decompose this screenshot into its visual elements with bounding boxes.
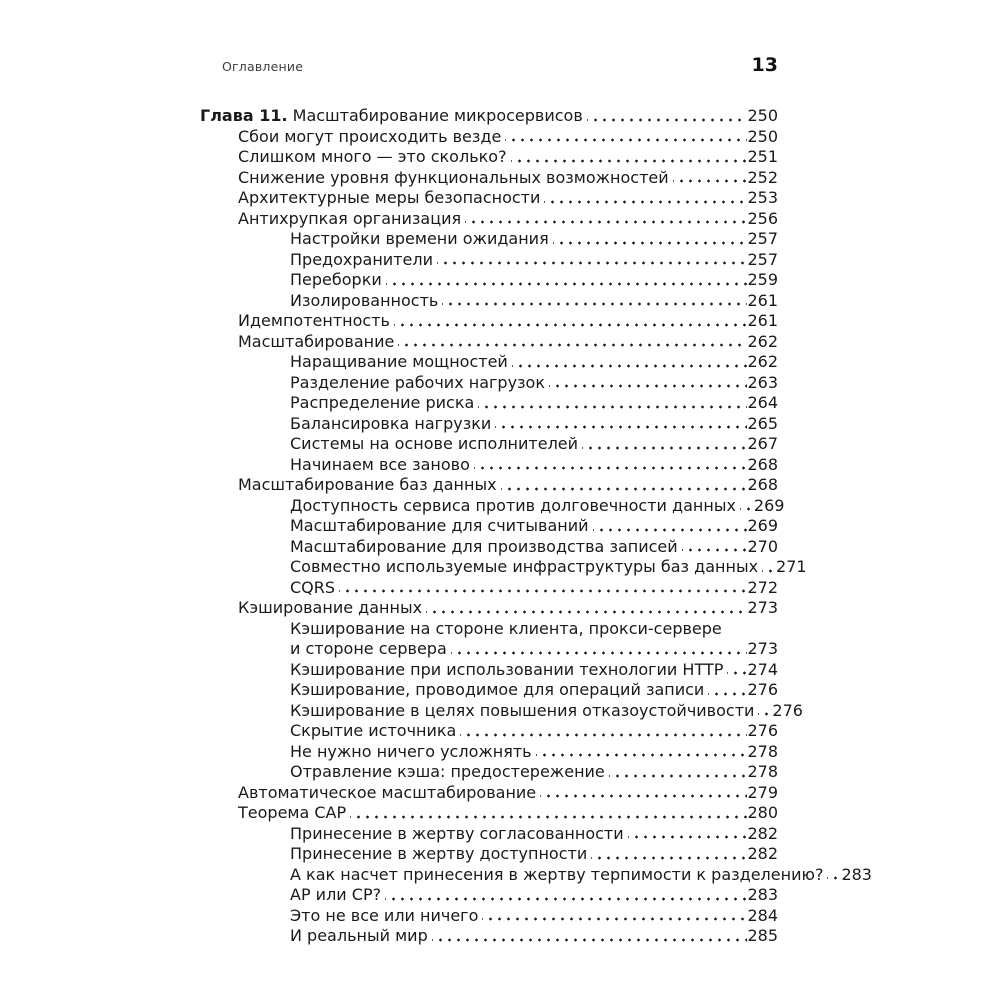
- toc-entry-page: 284: [747, 905, 778, 925]
- toc-entry-page: 273: [747, 598, 778, 617]
- toc-entry-title: [238, 127, 501, 148]
- toc-entry-page: 268: [747, 454, 778, 474]
- toc-entry-title-text: Масштабирование для считываний: [290, 516, 589, 535]
- dot-leader: [442, 291, 747, 312]
- toc-entry: [200, 229, 778, 250]
- toc-entry: [200, 639, 778, 660]
- toc-entry-page: 276: [747, 721, 778, 740]
- toc-entry-title: [238, 147, 507, 168]
- toc-entry-title: [238, 209, 461, 230]
- toc-entry-title-text: Кэширование, проводимое для операций записи: [290, 680, 705, 699]
- toc-entry-title-text: Кэширование в целях повышения отказоустойчивости: [290, 700, 755, 720]
- toc-entry-page: 259: [747, 270, 778, 289]
- toc-entry-title: [290, 270, 382, 291]
- toc-entry-page: 279: [747, 782, 778, 802]
- dot-leader: [628, 824, 748, 845]
- toc-entry: [200, 926, 778, 947]
- dot-leader: [682, 537, 748, 558]
- dot-leader: [432, 926, 748, 947]
- running-title: Оглавление: [222, 59, 304, 74]
- toc-entry: [200, 721, 778, 742]
- toc-entry-title-text: Изолированность: [290, 290, 439, 310]
- toc-entry-title-text: Сбои могут происходить везде: [238, 126, 502, 146]
- toc-entry: [200, 557, 807, 578]
- dot-leader: [512, 352, 748, 373]
- dot-leader: [762, 557, 776, 578]
- toc-entry-title: [290, 291, 438, 312]
- toc-entry-title-text: Кэширование при использовании технологии HTTP: [290, 659, 724, 679]
- toc-entry-title-text: Масштабирование: [238, 331, 395, 351]
- toc-entry-title-text: Предохранители: [290, 249, 433, 269]
- toc-entry-title: [290, 680, 704, 701]
- toc-entry-title: [290, 660, 723, 681]
- toc-entry-page: 257: [747, 249, 778, 269]
- dot-leader: [553, 229, 748, 250]
- toc-entry-page: 282: [747, 823, 778, 843]
- toc-entry-title-text: Архитектурные меры безопасности: [238, 188, 541, 207]
- toc-entry-title: [290, 373, 545, 394]
- toc-entry-title: [290, 701, 754, 722]
- toc-entry-title-text: Масштабирование для производства записей: [290, 536, 678, 556]
- toc-entry: [200, 598, 778, 619]
- dot-leader: [540, 783, 747, 804]
- toc-entry-title-text: Это не все или ничего: [290, 905, 479, 925]
- toc-entry-title: [238, 783, 536, 804]
- toc-entry-title: [290, 496, 736, 517]
- toc-entry-title-text: И реальный мир: [290, 926, 428, 945]
- dot-leader: [460, 721, 747, 742]
- dot-leader: [587, 106, 748, 127]
- toc-entry-title: [290, 229, 549, 250]
- toc-entry: [200, 578, 778, 599]
- dot-leader: [482, 906, 747, 927]
- toc-entry-title: [290, 926, 428, 947]
- page-number: 13: [751, 54, 778, 76]
- toc-entry-title-text: Автоматическое масштабирование: [238, 782, 537, 802]
- toc-entry-page: 283: [841, 864, 872, 884]
- toc-entry-title: [290, 639, 447, 660]
- toc-entry: [200, 844, 778, 865]
- dot-leader: [495, 414, 747, 435]
- toc-entry: [200, 824, 778, 845]
- toc-entry-title: [290, 414, 491, 435]
- toc-entry-title-text: Доступность сервиса против долговечности данных: [290, 495, 736, 515]
- toc-entry-page: 272: [747, 577, 778, 597]
- toc-entry: [200, 803, 778, 824]
- toc-entry: [200, 352, 778, 373]
- dot-leader: [437, 250, 747, 271]
- toc-entry-title-text: Распределение риска: [290, 393, 475, 412]
- toc-entry: [200, 414, 778, 435]
- toc-entry-title: [290, 619, 722, 640]
- toc-entry-title-text: Разделение рабочих нагрузок: [290, 372, 546, 392]
- toc-entry: [200, 291, 778, 312]
- toc-entry: [200, 495, 785, 517]
- toc-entry-title-text: Начинаем все заново: [290, 454, 470, 474]
- toc-entry-title-text: Теорема CAP: [238, 803, 347, 822]
- toc-entry: [200, 311, 778, 332]
- toc-entry-title-text: Слишком много — это сколько?: [238, 147, 507, 166]
- dot-leader: [673, 168, 748, 189]
- dot-leader: [591, 844, 747, 865]
- toc-entry-title: [290, 844, 587, 865]
- toc-entry-title-text: Кэширование данных: [238, 598, 423, 617]
- toc-entry-title-text: и стороне сервера: [290, 639, 447, 658]
- toc-entry-page: 276: [747, 680, 778, 699]
- toc-entry-title: [238, 803, 346, 824]
- toc-entry: [200, 434, 778, 455]
- toc-entry: [200, 700, 803, 722]
- toc-entry-title: [290, 393, 474, 414]
- toc-entry-page: 285: [747, 926, 778, 945]
- dot-leader: [474, 455, 748, 476]
- toc-entry-page: 256: [747, 208, 778, 228]
- toc-entry-title: [200, 106, 583, 127]
- toc-entry: [200, 742, 778, 763]
- toc-entry-title-text: Идемпотентность: [238, 311, 390, 330]
- toc-entry-page: 250: [747, 126, 778, 146]
- toc-entry-title: [290, 885, 381, 906]
- dot-leader: [478, 393, 747, 414]
- dot-leader: [511, 147, 748, 168]
- page-header: [200, 54, 778, 76]
- toc-entry: [200, 475, 778, 496]
- toc-entry: [200, 270, 778, 291]
- toc-entry-title-text: Принесение в жертву доступности: [290, 844, 588, 863]
- toc-entry-title: [238, 188, 540, 209]
- toc-entry: [200, 127, 778, 148]
- toc-entry-page: 273: [747, 639, 778, 658]
- toc-entry-title-text: Принесение в жертву согласованности: [290, 823, 624, 843]
- dot-leader: [758, 701, 772, 722]
- toc-entry-title-text: Масштабирование микросервисов: [287, 106, 583, 125]
- toc-entry-title: [238, 311, 390, 332]
- dot-leader: [708, 680, 747, 701]
- toc-entry-page: 261: [747, 290, 778, 310]
- toc-entry: [200, 762, 778, 783]
- toc-entry-title: [238, 475, 497, 496]
- toc-entry: [200, 885, 778, 906]
- dot-leader: [398, 332, 747, 353]
- toc-entry-title-text: Совместно используемые инфраструктуры баз данных: [290, 557, 759, 576]
- toc-entry: [200, 537, 778, 558]
- toc-entry-page: 274: [747, 659, 778, 679]
- toc-entry: [200, 516, 778, 537]
- toc-entry-title: [290, 906, 478, 927]
- toc-entry-page: 268: [747, 475, 778, 494]
- toc-entry-page: 270: [747, 536, 778, 556]
- toc-entry: [200, 188, 778, 209]
- toc-entry-title: [238, 168, 669, 189]
- toc-entry-page: 251: [747, 147, 778, 166]
- dot-leader: [350, 803, 747, 824]
- toc-entry-title: [290, 578, 335, 599]
- toc-entry-title-text: Балансировка нагрузки: [290, 413, 492, 433]
- toc-entry-page: 250: [747, 106, 778, 125]
- toc-entry-title-text: Кэширование на стороне клиента, прокси-сервере: [290, 618, 722, 638]
- toc-entry-title-text: AP или CP?: [290, 885, 382, 904]
- toc-entry-page: 262: [747, 331, 778, 351]
- toc-entry-title-text: Масштабирование баз данных: [238, 475, 497, 494]
- toc-entry-page: 276: [772, 700, 803, 720]
- toc-entry-page: 280: [747, 803, 778, 822]
- toc-entry-title: [290, 721, 456, 742]
- toc-entry-page: 252: [747, 167, 778, 187]
- toc-entry-title-text: CQRS: [290, 577, 336, 597]
- toc-entry-title-text: Переборки: [290, 270, 382, 289]
- dot-leader: [451, 639, 748, 660]
- toc-entry-title-text: Не нужно ничего усложнять: [290, 741, 532, 761]
- toc-entry-page: 282: [747, 844, 778, 863]
- toc-entry: [200, 660, 778, 681]
- toc-entry-page: 257: [747, 229, 778, 248]
- toc-entry: [200, 393, 778, 414]
- toc-entry-title-text: Снижение уровня функциональных возможностей: [238, 167, 669, 187]
- dot-leader: [727, 660, 747, 681]
- toc-entry-title: [290, 557, 758, 578]
- toc-entry-title: [290, 824, 624, 845]
- toc-entry-title-text: Антихрупкая организация: [238, 208, 462, 228]
- toc-entry-page: 261: [747, 311, 778, 330]
- toc-entry-title: [290, 455, 470, 476]
- toc-entry-page: 269: [753, 495, 785, 515]
- dot-leader: [426, 598, 747, 619]
- toc-entry-title-text: Отравление кэша: предостережение: [290, 762, 605, 781]
- toc-entry: [200, 906, 778, 927]
- dot-leader: [386, 270, 748, 291]
- toc-entry-page: 267: [747, 434, 778, 453]
- dot-leader: [394, 311, 748, 332]
- dot-leader: [465, 209, 747, 230]
- toc-entry-page: 278: [747, 741, 778, 761]
- toc-entry-title-text: Наращивание мощностей: [290, 352, 508, 371]
- toc-entry-page: 265: [747, 413, 778, 433]
- toc-entry-page: 262: [747, 352, 778, 371]
- toc-entry: [200, 864, 872, 886]
- toc-entry-page: 278: [747, 762, 778, 781]
- dot-leader: [544, 188, 747, 209]
- toc-entry: [200, 455, 778, 476]
- toc-entry: [200, 250, 778, 271]
- toc-entry-title: [290, 250, 433, 271]
- dot-leader: [501, 475, 748, 496]
- toc-entry: [200, 332, 778, 353]
- dot-leader: [582, 434, 747, 455]
- toc-entry: [200, 783, 778, 804]
- toc-entry: [200, 373, 778, 394]
- dot-leader: [549, 373, 747, 394]
- toc-entry-title-text: Настройки времени ожидания: [290, 229, 549, 248]
- dot-leader: [609, 762, 748, 783]
- toc-entry-title: [290, 865, 823, 886]
- toc-entry-title-text: Системы на основе исполнителей: [290, 434, 579, 453]
- toc-entry-page: 271: [776, 557, 807, 576]
- toc-entry: [200, 168, 778, 189]
- toc-list: [200, 106, 872, 947]
- dot-leader: [536, 742, 748, 763]
- toc-entry: [200, 147, 778, 168]
- toc-entry-title-text: Скрытие источника: [290, 721, 457, 740]
- toc-entry-title: [290, 352, 508, 373]
- toc-entry: [200, 619, 778, 640]
- toc-entry-chapter-prefix: Глава 11.: [200, 106, 288, 125]
- dot-leader: [827, 865, 841, 886]
- toc-entry-title: [290, 762, 605, 783]
- toc-entry-page: 263: [747, 372, 778, 392]
- toc-entry-title: [290, 516, 589, 537]
- book-page: [200, 54, 872, 947]
- dot-leader: [505, 127, 747, 148]
- toc-entry: [200, 106, 778, 127]
- toc-entry-title: [238, 332, 394, 353]
- toc-entry-page: 269: [747, 516, 778, 535]
- toc-entry-title: [290, 434, 578, 455]
- toc-entry-page: 264: [747, 393, 778, 412]
- dot-leader: [740, 496, 754, 517]
- toc-entry-title: [238, 598, 422, 619]
- toc-entry-title: [290, 537, 678, 558]
- toc-entry: [200, 209, 778, 230]
- toc-entry-title: [290, 742, 532, 763]
- toc-entry-page: 253: [747, 188, 778, 207]
- toc-entry-title-text: А как насчет принесения в жертву терпимости к разделению?: [290, 864, 824, 884]
- toc-entry-page: 283: [747, 885, 778, 904]
- toc-entry: [200, 680, 778, 701]
- dot-leader: [339, 578, 747, 599]
- dot-leader: [385, 885, 747, 906]
- dot-leader: [593, 516, 748, 537]
